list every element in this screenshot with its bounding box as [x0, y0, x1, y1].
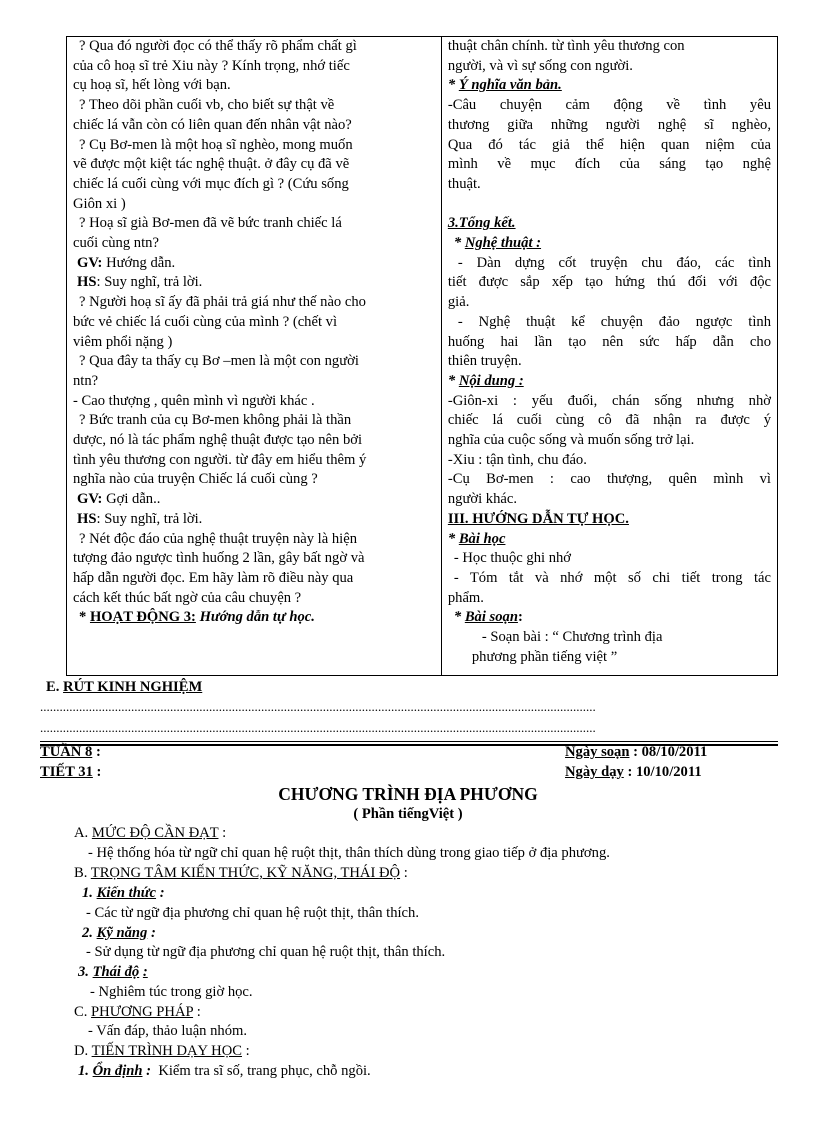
right-line: - Học thuộc ghi nhớ	[453, 550, 572, 567]
left-line: - Cao thượng , quên mình vì người khác .	[73, 392, 315, 409]
right-line: nghĩa của cuộc sống và muốn sống trở lại.	[447, 432, 695, 449]
left-line: chiếc lá cuối cùng với mục đích gì ? (Cứu sống	[73, 175, 349, 192]
right-line: giả.	[447, 294, 470, 311]
lesson-table	[66, 36, 778, 676]
right-line: phẩm.	[447, 589, 484, 606]
teacher-student-column	[67, 37, 442, 676]
section-c-text: - Vấn đáp, thảo luận nhóm.	[88, 1023, 248, 1039]
activity-text: Hướng dẫn tự học.	[199, 609, 315, 626]
right-line: - Soạn bài : “ Chương trình địa	[481, 629, 663, 646]
hs-text: Suy nghĩ, trả lời.	[104, 274, 203, 291]
right-line: người, và vì sự sống con người.	[447, 57, 633, 74]
gv-line	[73, 254, 435, 274]
lesson-title: CHƯƠNG TRÌNH ĐỊA PHƯƠNG	[278, 784, 538, 804]
section-c-heading: C. PHƯƠNG PHÁP :	[74, 1004, 201, 1020]
hs-colon: :	[96, 510, 101, 527]
activity-star: *	[79, 609, 87, 626]
experience-dots-1: ...........................................................................................................................................................................	[40, 699, 596, 714]
experience-dots-2: ...........................................................................................................................................................................	[40, 720, 596, 735]
left-line: ? Cụ Bơ-men là một hoạ sĩ nghèo, mong muốn	[79, 136, 353, 153]
gv-label: GV:	[77, 491, 103, 508]
left-line: Giôn xi )	[73, 195, 126, 212]
section-a-text: - Hệ thống hóa từ ngữ chỉ quan hệ ruột thịt, thân thích dùng trong giao tiếp ở địa phương.	[88, 845, 610, 861]
left-line: tình yêu thương con người. từ đây em hiểu thêm ý	[73, 451, 367, 468]
gv-line	[73, 490, 435, 510]
left-line: bức vẻ chiếc lá cuối cùng của mình ? (chết vì	[73, 313, 337, 330]
left-line: ? Nét độc đáo của nghệ thuật truyện này là hiện	[79, 530, 357, 547]
hs-label: HS	[77, 510, 97, 527]
prep-heading: * Bài soạn:	[453, 609, 523, 626]
left-line: ? Hoạ sĩ già Bơ-men đã vẽ bức tranh chiếc lá	[79, 215, 342, 232]
left-line: ? Bức tranh của cụ Bơ-men không phải là thần	[79, 412, 352, 429]
left-line: cách kết thúc bất ngờ của câu chuyện ?	[73, 589, 302, 606]
right-line: huống hai lần tạo nên sức hấp dẫn cho	[447, 333, 771, 350]
week-label: TUẦN 8 :	[40, 744, 101, 760]
attitude-heading: 3. Thái độ :	[78, 964, 148, 980]
knowledge-heading: 1. Kiến thức :	[82, 885, 165, 901]
guide-heading: III. HƯỚNG DẪN TỰ HỌC.	[447, 510, 629, 527]
right-line: -Cụ Bơ-men : cao thượng, quên mình vì	[447, 471, 771, 488]
experience-label: RÚT KINH NGHIỆM	[63, 679, 203, 695]
attitude-text: - Nghiêm túc trong giờ học.	[90, 984, 253, 1000]
separator-line	[40, 741, 778, 742]
right-line: thương giữa những người nghệ sĩ nghèo,	[447, 116, 771, 133]
right-line: thuật.	[447, 175, 481, 192]
right-line: thuật chân chính. từ tình yêu thương con	[447, 38, 685, 54]
stabilize-line: 1. Ổn định : Kiểm tra sĩ số, trang phục, chỗ ngồi.	[78, 1063, 371, 1079]
left-line: dược, nó là tác phẩm nghệ thuật được tạo nên bởi	[73, 432, 363, 449]
summary-heading: 3.Tổng kết.	[447, 215, 516, 232]
meaning-heading: * Ý nghĩa văn bản.	[447, 77, 562, 94]
knowledge-text: - Các từ ngữ địa phương chỉ quan hệ ruột thịt, thân thích.	[86, 905, 419, 921]
left-line: tượng đảo ngược tình huống 2 lần, gây bất ngờ và	[73, 550, 365, 567]
right-line: - Dàn dựng cốt truyện chu đáo, các tình	[457, 254, 771, 271]
section-b-heading: B. TRỌNG TÂM KIẾN THỨC, KỸ NĂNG, THÁI ĐỘ :	[74, 865, 408, 881]
right-line: -Câu chuyện cảm động về tình yêu	[447, 97, 771, 114]
left-line: ? Theo dõi phần cuối vb, cho biết sự thật về	[79, 97, 335, 114]
left-line: ntn?	[73, 372, 99, 389]
spacer	[448, 195, 771, 215]
right-line: thiên truyện.	[447, 353, 522, 370]
lesson-heading: * Bài học	[447, 530, 506, 547]
lesson-subtitle: ( Phần tiếngViệt )	[353, 806, 463, 822]
left-line: cụ hoạ sĩ, hết lòng với bạn.	[73, 77, 231, 94]
section-a-heading: A. MỨC ĐỘ CẦN ĐẠT :	[74, 825, 227, 841]
prep-date: Ngày soạn : 08/10/2011	[565, 744, 708, 760]
hs-line	[73, 510, 435, 530]
hs-text: Suy nghĩ, trả lời.	[104, 510, 203, 527]
right-line: phương phần tiếng việt ”	[471, 648, 618, 665]
right-line: người khác.	[447, 491, 517, 508]
gv-label: GV:	[77, 254, 103, 271]
content-column	[441, 37, 777, 676]
section-d-heading: D. TIẾN TRÌNH DẠY HỌC :	[74, 1043, 250, 1059]
left-line: ? Người hoạ sĩ ấy đã phải trả giá như thế nào cho	[79, 294, 366, 311]
gv-text: Gợi dẫn..	[106, 491, 161, 508]
hs-line	[73, 273, 435, 293]
content-heading: * Nội dung :	[447, 372, 524, 389]
skills-heading: 2. Kỹ năng :	[82, 925, 156, 941]
art-heading: * Nghệ thuật :	[453, 235, 542, 252]
right-line: -Giôn-xi : yếu đuối, chán sống nhưng nhờ	[447, 392, 771, 409]
left-line: ? Qua đó người đọc có thể thấy rõ phẩm chất gì	[79, 38, 357, 54]
right-line: Qua đó tác giả thể hiện quan niệm của	[447, 136, 771, 153]
left-line: viêm phổi nặng )	[73, 333, 173, 350]
right-line: - Tóm tắt và nhớ một số chi tiết trong tác	[453, 569, 771, 586]
teach-date: Ngày dạy : 10/10/2011	[565, 764, 702, 780]
left-line: cuối cùng ntn?	[73, 235, 159, 252]
hs-colon: :	[96, 274, 101, 291]
left-line: vẽ được một kiệt tác nghệ thuật. ở đây cụ đã vẽ	[73, 156, 350, 173]
right-line: tiết được sắp xếp tạo hứng thú đối với độc	[447, 274, 771, 291]
hs-label: HS	[77, 274, 97, 291]
left-line: của cô hoạ sĩ trẻ Xiu này ? Kính trọng, nhớ tiếc	[73, 57, 350, 74]
experience-heading: E. RÚT KINH NGHIỆM	[46, 679, 203, 695]
skills-text: - Sử dụng từ ngữ địa phương chỉ quan hệ ruột thịt, thân thích.	[86, 944, 446, 960]
activity-heading	[73, 608, 435, 628]
left-line: ? Qua đây ta thấy cụ Bơ –men là một con người	[79, 353, 359, 370]
right-line: -Xiu : tận tình, chu đáo.	[447, 451, 587, 468]
right-line: - Nghệ thuật kể chuyện đảo ngược tình	[457, 313, 771, 330]
left-line: hấp dẫn người đọc. Em hãy làm rõ điều này qua	[73, 569, 354, 586]
right-line: chiếc lá cuối cùng cô đã nhận ra được ý	[447, 412, 771, 429]
activity-label: HOẠT ĐỘNG 3:	[89, 609, 196, 626]
period-label: TIẾT 31 :	[40, 764, 102, 780]
left-line: chiếc lá vẫn còn có liên quan đến nhân vật nào?	[73, 116, 352, 133]
gv-text: Hướng dẫn.	[106, 254, 176, 271]
left-line: nghĩa nào của truyện Chiếc lá cuối cùng ?	[73, 471, 318, 488]
right-line: mình về mục đích của sáng tạo nghệ	[447, 156, 771, 173]
